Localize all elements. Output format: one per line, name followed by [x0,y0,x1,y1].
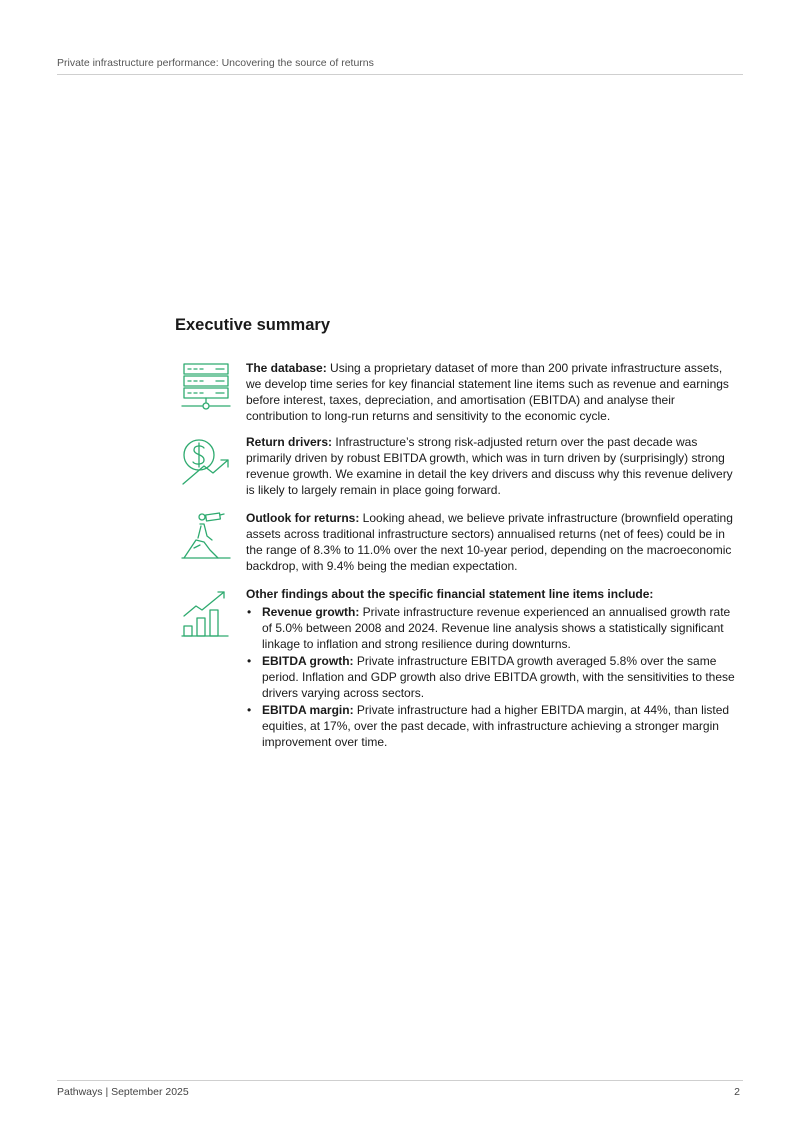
outlook-body: Looking ahead, we believe private infrastructure (brownfield operating assets across traditional infrastructure sectors) annualised returns (net of fees) could be in the range of 8.3% to 11.0% over the next 10-year period, depending on the macroeconomic backdrop, with 9.4% being the median expectation. [246,511,733,573]
ebitda-margin-heading: EBITDA margin: [262,703,354,717]
return-drivers-paragraph [246,434,740,498]
return-drivers-heading: Return drivers: [246,435,333,449]
findings-block [246,586,740,751]
list-item [246,653,740,701]
section-title: Executive summary [175,316,331,334]
dollar-growth-icon [180,436,232,488]
findings-heading: Other findings about the specific financial statement line items include: [246,587,654,601]
running-header: Private infrastructure performance: Uncovering the source of returns [57,57,374,69]
page-number: 2 [734,1086,740,1098]
database-server-icon [180,362,232,414]
database-heading: The database: [246,361,327,375]
ebitda-margin-body: Private infrastructure had a higher EBITDA margin, at 44%, than listed equities, at 17%, over the past decade, with infrastructure achieving a stronger margin improvement over time. [262,703,730,749]
ebitda-growth-heading: EBITDA growth: [262,654,354,668]
footer-divider [57,1080,743,1081]
outlook-heading: Outlook for returns: [246,511,360,525]
outlook-paragraph [246,510,740,574]
bar-chart-growth-icon [180,588,232,640]
return-drivers-body: Infrastructure’s strong risk-adjusted return over the past decade was primarily driven by robust EBITDA growth, which was in turn driven by (surprisingly) strong revenue growth. We examine in detail the key drivers and discuss why this revenue delivery is likely to largely remain in place going forward. [246,435,733,497]
ebitda-growth-body: Private infrastructure EBITDA growth averaged 5.8% over the same period. Inflation and GDP growth also drive EBITDA growth, with the sensitivities to these drivers varying across sectors. [262,654,735,700]
list-item [246,604,740,652]
revenue-growth-heading: Revenue growth: [262,605,360,619]
footer-publication: Pathways | September 2025 [57,1086,189,1098]
database-body: Using a proprietary dataset of more than 200 private infrastructure assets, we develop time series for key financial statement line items such as revenue and earnings before interest, taxes, depreciation, and amortisation (EBITDA) and analyse their contribution to long-run returns and sensitivity to the economic cycle. [246,361,729,423]
findings-list [246,604,740,750]
list-item [246,702,740,750]
header-divider [57,74,743,75]
revenue-growth-body: Private infrastructure revenue experienced an annualised growth rate of 5.0% between 2008 and 2024. Revenue line analysis shows a statistically significant linkage to inflation and strong resilience during downturns. [262,605,731,651]
telescope-outlook-icon [180,512,232,564]
database-paragraph [246,360,740,424]
